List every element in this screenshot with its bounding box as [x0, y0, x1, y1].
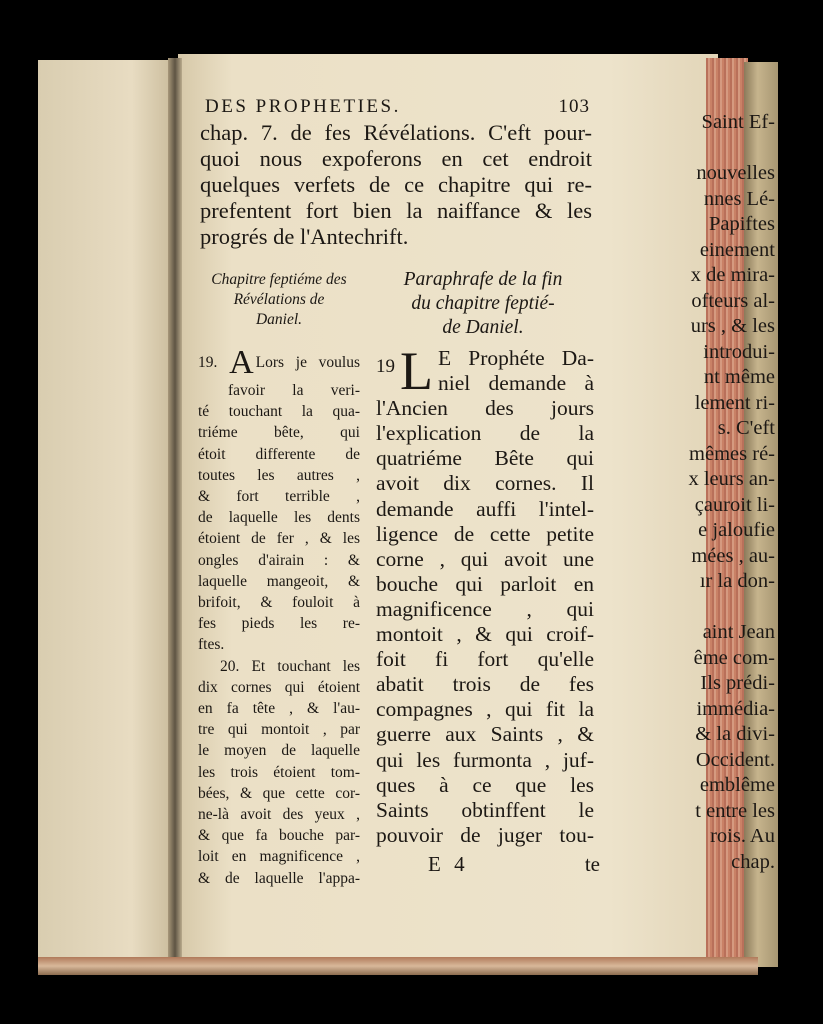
paraphrase-line: abatit trois de fes	[376, 672, 594, 697]
verse-line: étoient de fer , & les	[198, 530, 360, 548]
running-head: DES PROPHETIES.	[205, 96, 401, 117]
paraphrase-line: niel demande à	[438, 371, 594, 396]
intro-line: prefentent fort bien la naiffance & les	[200, 198, 592, 223]
left-page-line: rois. Au	[710, 825, 775, 847]
verse-line: dix cornes qui étoient	[198, 678, 360, 696]
title-line: Révélations de	[233, 291, 325, 308]
paraphrase-line: ligence de cette petite	[376, 521, 594, 546]
verse-line: & fort terrible ,	[198, 488, 360, 506]
left-page-line: nt même	[703, 366, 775, 388]
left-page-line: chap.	[731, 850, 775, 873]
verse-line: fes pieds les re-	[198, 615, 360, 633]
paraphrase-line: montoit , & qui croif-	[376, 622, 594, 647]
verse-line: favoir la veri-	[228, 382, 360, 399]
verse-line: & de laquelle l'appa-	[198, 869, 360, 887]
signature-mark: E 4	[428, 852, 469, 876]
verse-line: té touchant la qua-	[198, 403, 360, 421]
title-line: Paraphrafe de la fin	[403, 269, 563, 290]
left-page-line: nnes Lé-	[703, 187, 775, 210]
paraphrase-line: compagnes , qui fit la	[376, 697, 594, 722]
left-page-line: emblême	[699, 774, 775, 796]
page-number: 103	[558, 96, 590, 117]
left-column-text	[198, 346, 360, 889]
left-page-line: Papiftes	[708, 213, 775, 235]
paraphrase-line: l'Ancien des jours	[376, 396, 594, 421]
left-column-title	[198, 270, 360, 330]
verse-line	[198, 346, 360, 380]
paraphrase-line: corne , qui avoit une	[376, 546, 594, 571]
verse-line: toutes les autres ,	[198, 466, 360, 484]
title-line: Chapitre feptiéme des	[211, 271, 347, 288]
paraphrase-text: E Prophéte Da-	[438, 346, 594, 370]
verse-line: bées, & que cette cor-	[198, 784, 360, 802]
left-page-line: e jaloufie	[698, 519, 775, 541]
drop-cap: L	[400, 341, 433, 401]
paraphrase-line: bouche qui parloit en	[376, 571, 594, 596]
left-page-line: ofteurs al-	[691, 289, 775, 312]
right-column-text	[376, 341, 594, 848]
intro-line: progrés de l'Antechrift.	[200, 224, 409, 249]
verse-line: ongles d'airain : &	[198, 551, 360, 569]
left-page-text	[646, 110, 778, 875]
left-page-line: mêmes ré-	[689, 442, 775, 465]
left-page-line: Saint Ef-	[701, 111, 775, 133]
paraphrase-line: l'explication de la	[376, 421, 594, 446]
verse-line: de laquelle les dents	[198, 509, 360, 527]
paraphrase-line: guerre aux Saints , &	[376, 722, 594, 747]
verse-line: ftes.	[198, 636, 225, 654]
paraphrase-line: magnificence , qui	[376, 596, 594, 621]
intro-line: quoi nous expoferons en cet endroit	[200, 146, 592, 171]
verse-line: étoit differente de	[198, 445, 360, 463]
left-page-line: & la divi-	[695, 723, 775, 745]
paraphrase-line: demande auffi l'intel-	[376, 496, 594, 521]
left-page-line: ême com-	[693, 646, 775, 669]
title-line: du chapitre feptié-	[411, 293, 555, 314]
left-page-line: mées , au-	[691, 544, 775, 567]
left-page-line: nouvelles	[696, 162, 775, 184]
left-page-line: einement	[699, 238, 775, 261]
title-line: de Daniel.	[442, 317, 524, 338]
catchword: te	[584, 852, 600, 876]
right-column-title	[372, 268, 594, 340]
left-page-line: Ils prédi-	[700, 672, 775, 694]
running-header	[205, 96, 590, 118]
left-page-line: s. C'eft	[717, 417, 775, 439]
left-page	[38, 60, 172, 965]
intro-line: quelques verfets de ce chapitre qui re-	[200, 172, 592, 197]
left-page-line: immédia-	[696, 697, 775, 720]
paraphrase-line: ques à ce que les	[376, 772, 594, 797]
verse-line: ne-là avoit des yeux ,	[198, 806, 360, 824]
paraphrase-line: qui les furmonta , juf-	[376, 747, 594, 772]
intro-paragraph	[200, 120, 592, 250]
paraphrase-line: quatriéme Bête qui	[376, 446, 594, 471]
paraphrase-number: 19	[376, 356, 395, 377]
verse-number: 19.	[198, 354, 218, 371]
left-page-line: x leurs an-	[688, 468, 775, 490]
verse-line: les trois étoient tom-	[198, 763, 360, 781]
paraphrase-line: foit fi fort qu'elle	[376, 647, 594, 672]
left-page-line	[646, 136, 778, 162]
verse-line: laquelle mangeoit, &	[198, 572, 360, 590]
title-line: Daniel.	[255, 311, 303, 328]
left-page-line: ır la don-	[699, 570, 775, 592]
verse-line: & que fa bouche par-	[198, 827, 360, 845]
verse-line: en fa tête , & l'au-	[198, 700, 360, 718]
verse-text: Lors je voulus	[255, 354, 361, 371]
left-page-line	[646, 595, 778, 621]
book-gutter	[168, 58, 182, 966]
verse-line: 20. Et touchant les	[220, 657, 360, 675]
paraphrase-line: avoit dix cornes. Il	[376, 471, 594, 496]
left-page-line: Occident.	[695, 748, 775, 771]
left-page-line: urs , & les	[690, 315, 775, 337]
bottom-edge	[38, 957, 758, 975]
left-page-line: t entre les	[695, 799, 775, 822]
left-page-line: çauroit li-	[694, 493, 775, 516]
intro-line: chap. 7. de fes Révélations. C'eft pour-	[200, 120, 592, 145]
paraphrase-line: pouvoir de juger tou-	[376, 822, 594, 847]
verse-line: tre qui montoit , par	[198, 721, 360, 739]
verse-line: triéme bête, qui	[198, 424, 360, 442]
verse-line: le moyen de laquelle	[198, 742, 360, 760]
verse-line: brifoit, & fouloit à	[198, 594, 360, 612]
verse-line: loit en magnificence ,	[198, 848, 360, 866]
left-page-line: aint Jean	[702, 621, 775, 643]
drop-cap: A	[229, 344, 254, 381]
left-page-line: x de mira-	[690, 264, 775, 286]
left-page-line: lement ri-	[694, 391, 775, 414]
paraphrase-line: Saints obtinffent le	[376, 797, 594, 822]
left-page-line: introdui-	[703, 340, 775, 363]
